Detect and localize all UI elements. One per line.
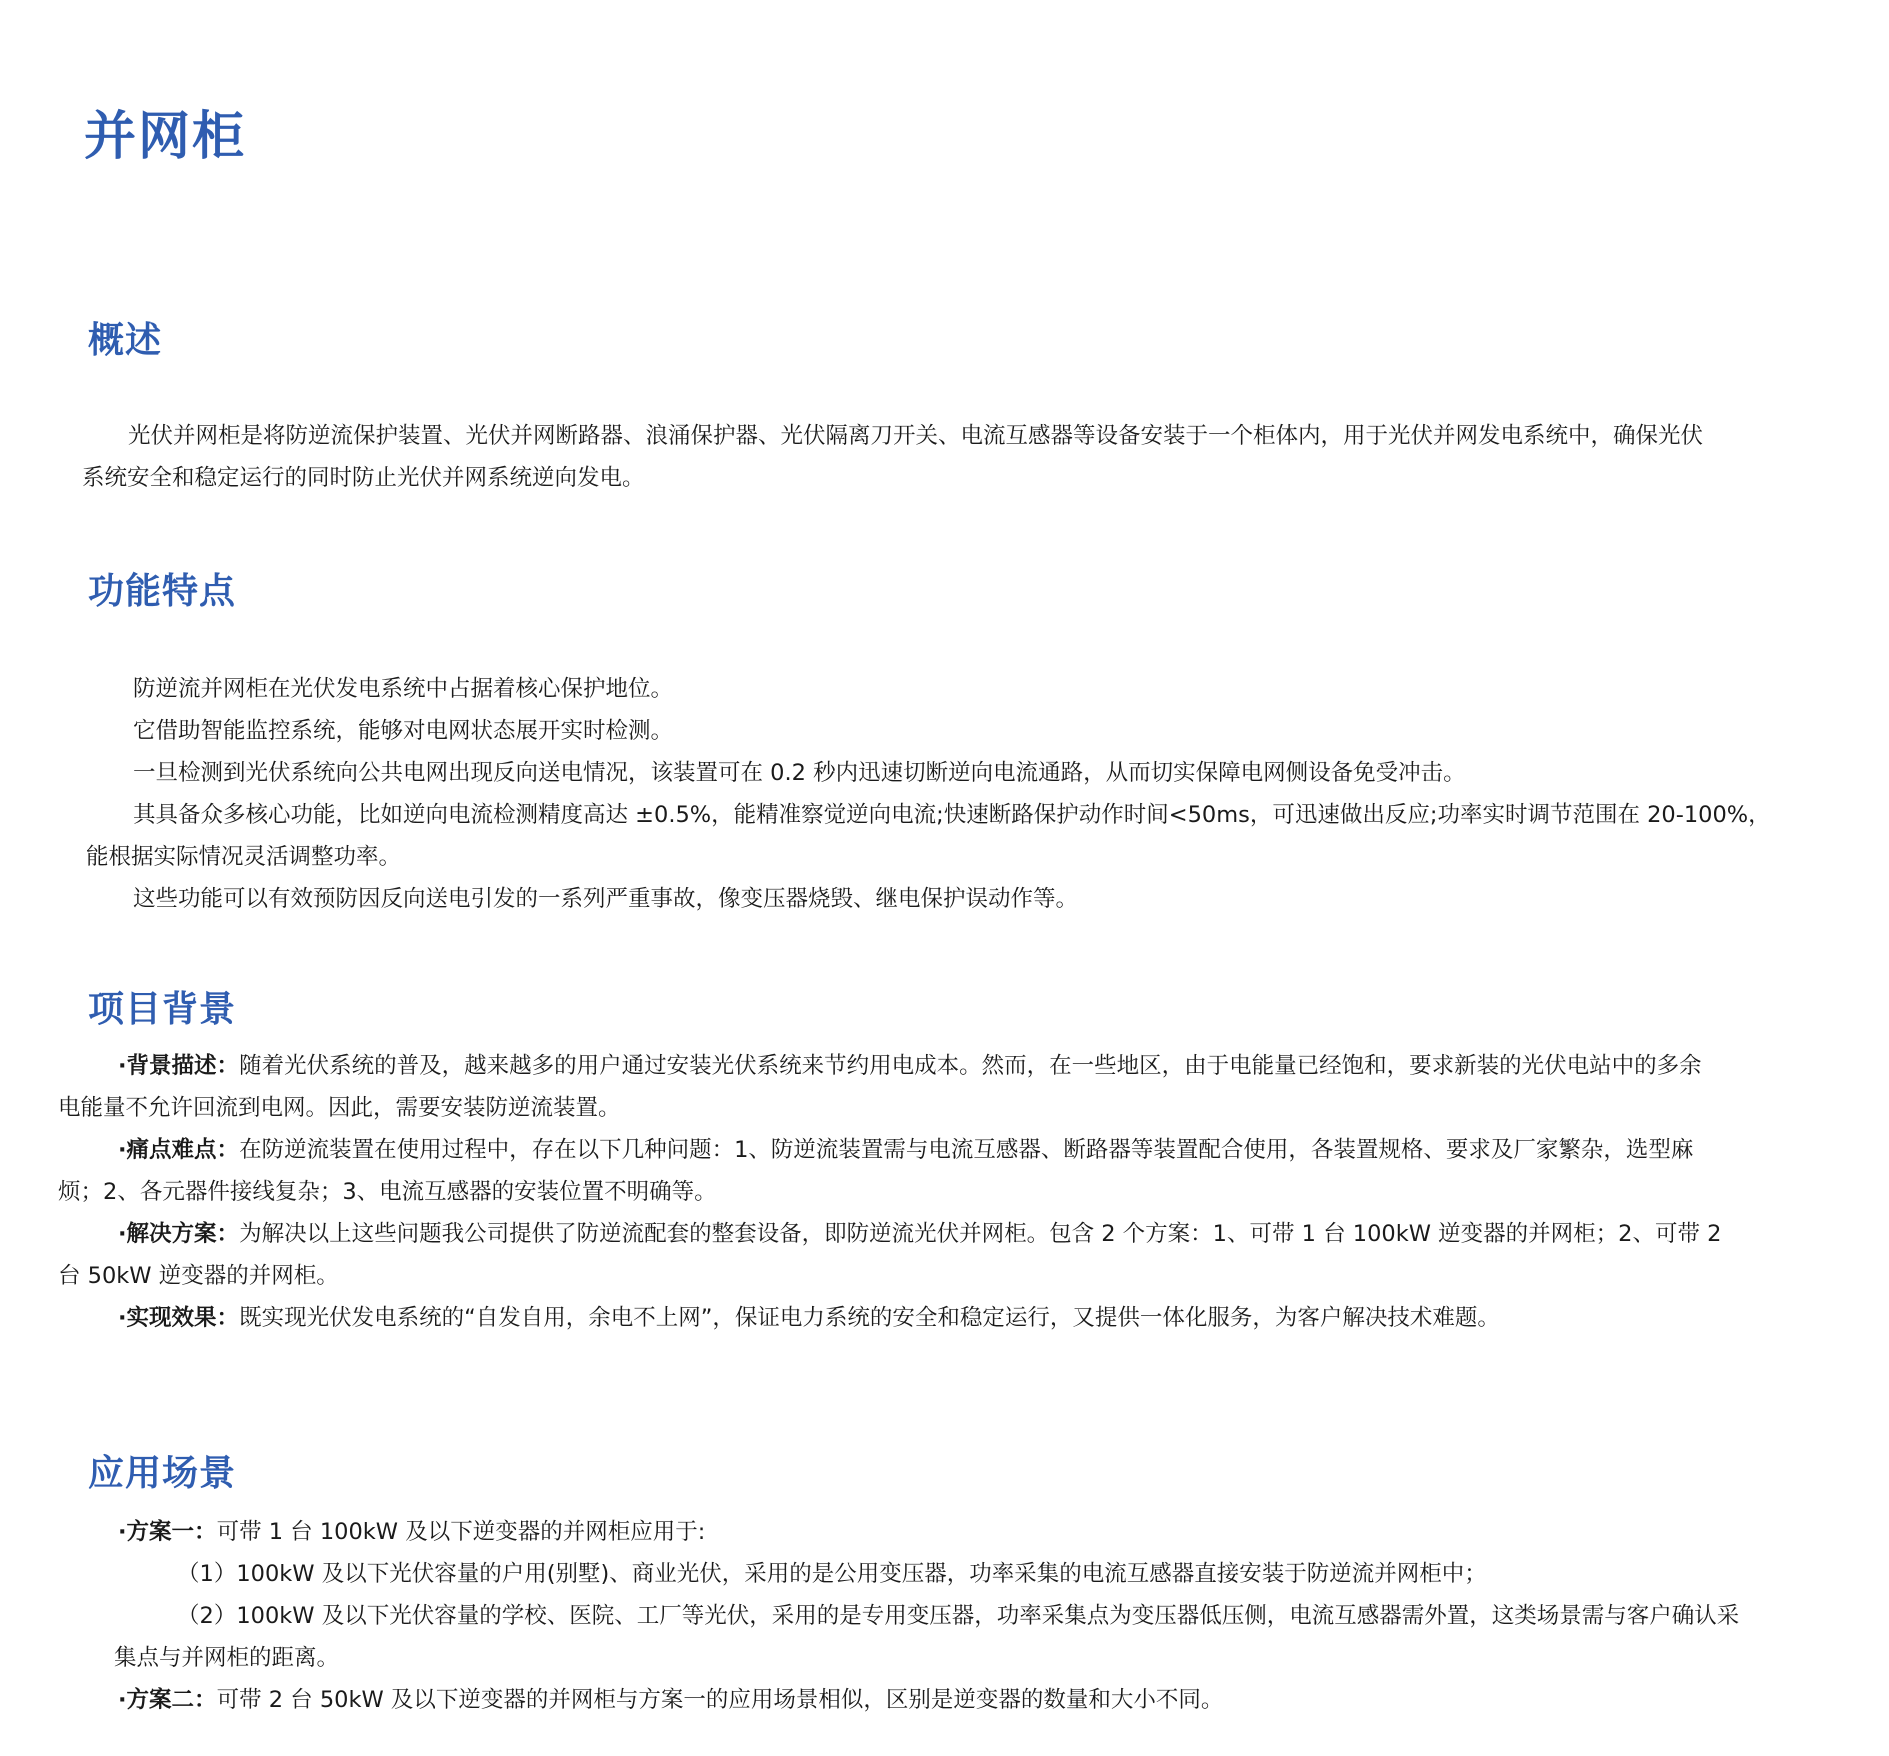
background-item-text: 烦；2、各元器件接线复杂；3、电流互感器的安装位置不明确等。 — [58, 1179, 717, 1205]
section-heading-scenarios: 应用场景 — [88, 1453, 237, 1494]
background-item — [118, 1220, 1721, 1248]
background-item — [118, 1136, 1693, 1164]
background-item-text: 在防逆流装置在使用过程中，存在以下几种问题：1、防逆流装置需与电流互感器、断路器等装置配合使用，各装置规格、要求及厂家繁杂，选型麻 — [239, 1137, 1694, 1163]
page-title: 并网柜 — [84, 107, 247, 167]
features-line: 它借助智能监控系统，能够对电网状态展开实时检测。 — [133, 718, 674, 744]
background-item-text: 为解决以上这些问题我公司提供了防逆流配套的整套设备，即防逆流光伏并网柜。包含 2 个方案：1、可带 1 台 100kW 逆变器的并网柜；2、可带 2 — [239, 1221, 1722, 1247]
features-line: 一旦检测到光伏系统向公共电网出现反向送电情况，该装置可在 0.2 秒内迅速切断逆向电流通路，从而切实保障电网侧设备免受冲击。 — [133, 760, 1466, 786]
background-item-text: 既实现光伏发电系统的“自发自用，余电不上网”，保证电力系统的安全和稳定运行，又提供一体化服务，为客户解决技术难题。 — [239, 1305, 1500, 1331]
overview-paragraph-line: 系统安全和稳定运行的同时防止光伏并网系统逆向发电。 — [82, 465, 645, 491]
background-item-text: 台 50kW 逆变器的并网柜。 — [58, 1263, 339, 1289]
background-item-label: ·背景描述： — [118, 1053, 240, 1079]
features-line: 能根据实际情况灵活调整功率。 — [86, 844, 402, 870]
background-item-label: ·痛点难点： — [118, 1137, 240, 1163]
background-item — [118, 1304, 1500, 1332]
scenario-sub-item: 集点与并网柜的距离。 — [114, 1645, 340, 1671]
overview-paragraph-line: 光伏并网柜是将防逆流保护装置、光伏并网断路器、浪涌保护器、光伏隔离刀开关、电流互感器等设备安装于一个柜体内，用于光伏并网发电系统中，确保光伏 — [128, 423, 1704, 449]
background-item-label: ·解决方案： — [118, 1221, 240, 1247]
scenario-sub-item: （2）100kW 及以下光伏容量的学校、医院、工厂等光伏，采用的是专用变压器，功率采集点为变压器低压侧，电流互感器需外置，这类场景需与客户确认采 — [177, 1603, 1740, 1629]
background-item-text: 随着光伏系统的普及，越来越多的用户通过安装光伏系统来节约用电成本。然而，在一些地区，由于电能量已经饱和，要求新装的光伏电站中的多余 — [239, 1053, 1702, 1079]
background-item — [118, 1052, 1702, 1080]
scenario-plan-text: 可带 2 台 50kW 及以下逆变器的并网柜与方案一的应用场景相似，区别是逆变器的数量和大小不同。 — [216, 1687, 1224, 1713]
background-item-text: 电能量不允许回流到电网。因此，需要安装防逆流装置。 — [58, 1095, 621, 1121]
scenario-plan-one — [118, 1518, 705, 1546]
features-line: 其具备众多核心功能，比如逆向电流检测精度高达 ±0.5%，能精准察觉逆向电流;快速断路保护动作时间<50ms，可迅速做出反应;功率实时调节范围在 20-100%， — [133, 802, 1771, 828]
scenario-plan-label: ·方案一： — [118, 1519, 217, 1545]
section-heading-features: 功能特点 — [88, 571, 237, 612]
scenario-plan-text: 可带 1 台 100kW 及以下逆变器的并网柜应用于: — [216, 1519, 706, 1545]
features-line: 这些功能可以有效预防因反向送电引发的一系列严重事故，像变压器烧毁、继电保护误动作等。 — [133, 886, 1079, 912]
features-line: 防逆流并网柜在光伏发电系统中占据着核心保护地位。 — [133, 676, 674, 702]
scenario-plan-label: ·方案二： — [118, 1687, 217, 1713]
scenario-plan-two — [118, 1686, 1223, 1714]
section-heading-overview: 概述 — [88, 320, 163, 361]
background-item-label: ·实现效果： — [118, 1305, 240, 1331]
section-heading-background: 项目背景 — [88, 989, 237, 1030]
scenario-sub-item: （1）100kW 及以下光伏容量的户用(别墅)、商业光伏，采用的是公用变压器，功率采集的电流互感器直接安装于防逆流并网柜中； — [177, 1561, 1487, 1587]
